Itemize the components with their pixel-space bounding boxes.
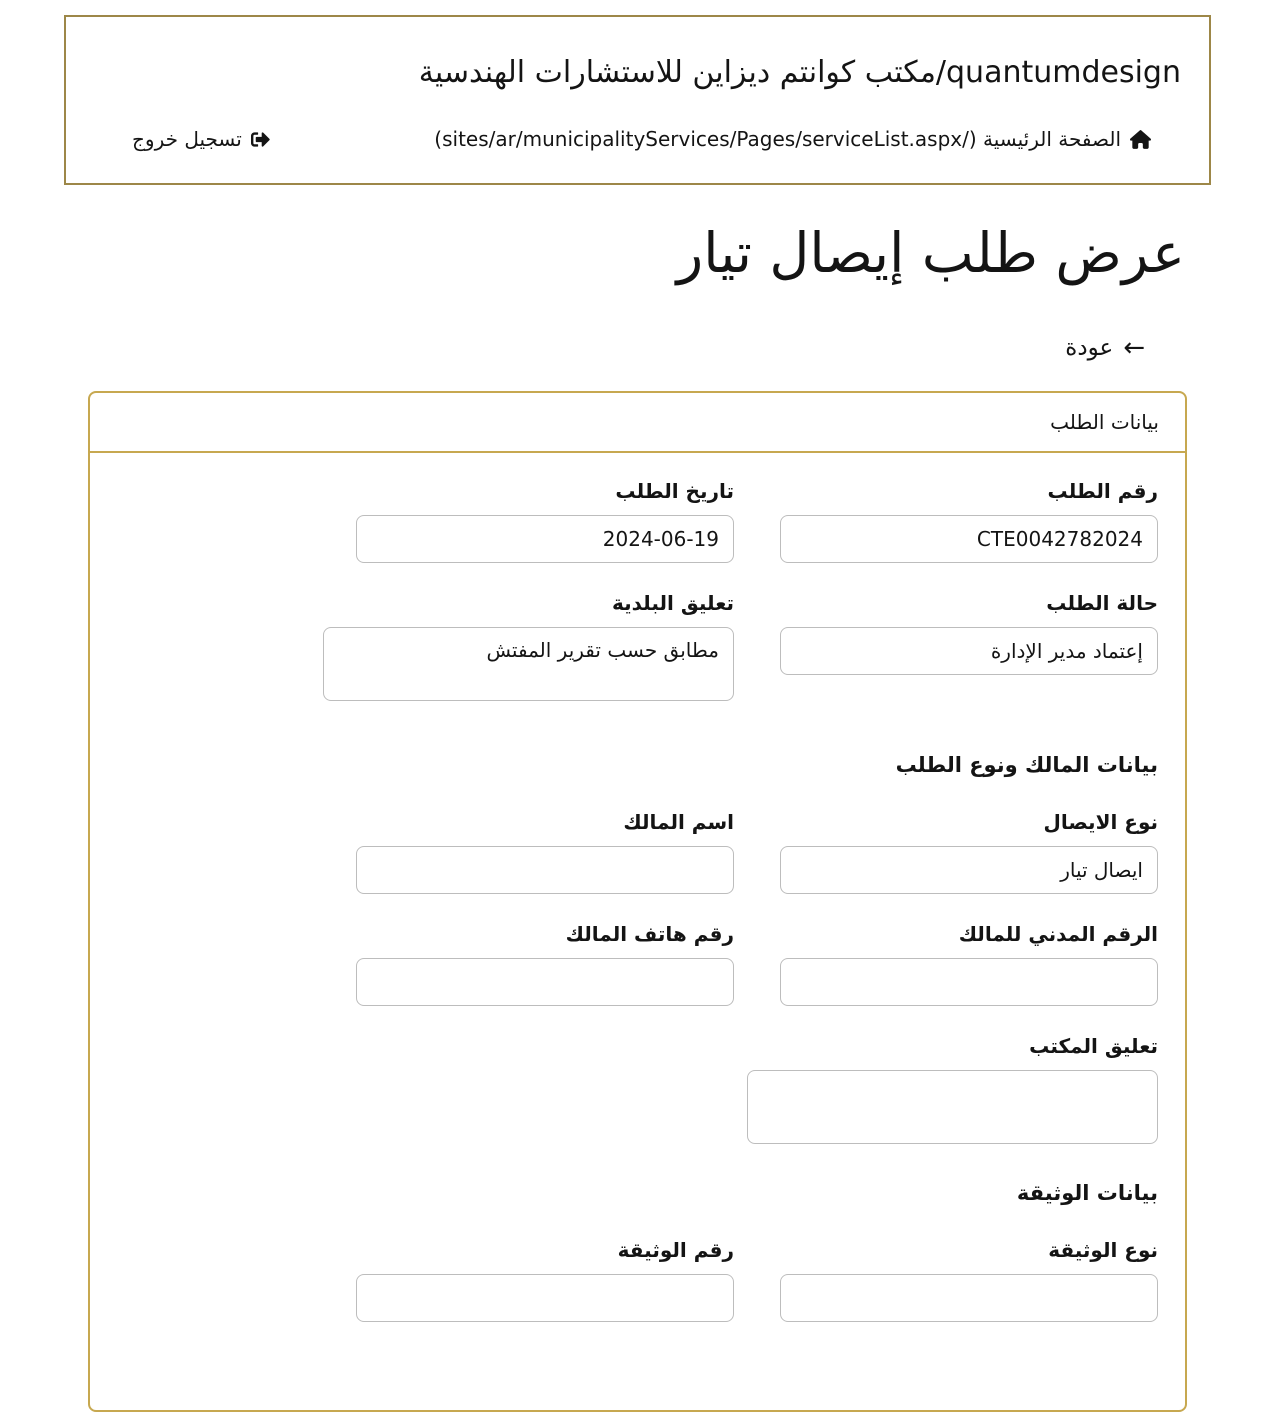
office-comment-textarea[interactable]: [747, 1070, 1158, 1144]
owner-name-field: [356, 810, 734, 894]
request-date-label: تاريخ الطلب: [615, 479, 734, 503]
back-arrow-icon: ←: [1123, 333, 1145, 363]
page-title: عرض طلب إيصال تيار: [676, 221, 1185, 285]
request-number-field: [780, 479, 1158, 563]
receipt-type-field: [780, 810, 1158, 894]
top-nav: [94, 125, 1181, 153]
back-link-label: عودة: [1065, 335, 1114, 361]
request-number-input[interactable]: [780, 515, 1158, 563]
form-row: [117, 1238, 1158, 1322]
request-number-label: رقم الطلب: [1047, 479, 1158, 503]
municipality-comment-label: تعليق البلدية: [611, 591, 734, 615]
document-type-label: نوع الوثيقة: [1048, 1238, 1158, 1262]
site-title: quantumdesign/مكتب كوانتم ديزاين للاستشارات الهندسية: [418, 55, 1181, 90]
owner-name-label: اسم المالك: [623, 810, 734, 834]
form-row: [117, 1034, 1158, 1144]
panel-header: بيانات الطلب: [90, 393, 1185, 453]
back-link[interactable]: [1065, 334, 1145, 362]
home-link-label: الصفحة الرئيسية (/sites/ar/municipalityServices/Pages/serviceList.aspx): [434, 127, 1121, 151]
home-icon: [1130, 129, 1151, 150]
document-number-field: [356, 1238, 734, 1322]
form-row: [117, 591, 1158, 701]
panel-body: [90, 453, 1185, 1410]
owner-phone-field: [356, 922, 734, 1006]
document-section-title: بيانات الوثيقة: [1016, 1181, 1158, 1205]
owner-civil-id-input[interactable]: [780, 958, 1158, 1006]
form-row: [117, 922, 1158, 1006]
owner-name-input[interactable]: [356, 846, 734, 894]
logout-link[interactable]: [132, 125, 270, 153]
logout-label: تسجيل خروج: [132, 127, 242, 151]
receipt-type-input[interactable]: [780, 846, 1158, 894]
document-number-label: رقم الوثيقة: [617, 1238, 734, 1262]
back-row: [0, 334, 1145, 362]
form-row: [117, 810, 1158, 894]
municipality-comment-field: [356, 591, 734, 701]
owner-phone-input[interactable]: [356, 958, 734, 1006]
request-date-input[interactable]: [356, 515, 734, 563]
sign-out-icon: [251, 130, 270, 149]
office-comment-field: [780, 1034, 1158, 1144]
office-comment-label: تعليق المكتب: [1029, 1034, 1158, 1058]
request-status-field: [780, 591, 1158, 675]
owner-civil-id-field: [780, 922, 1158, 1006]
site-header: [64, 15, 1211, 185]
request-status-label: حالة الطلب: [1046, 591, 1158, 615]
request-date-field: [356, 479, 734, 563]
owner-section-title: بيانات المالك ونوع الطلب: [895, 753, 1158, 777]
document-type-field: [780, 1238, 1158, 1322]
home-link[interactable]: [434, 125, 1151, 153]
owner-civil-id-label: الرقم المدني للمالك: [958, 922, 1158, 946]
request-data-panel: [88, 391, 1187, 1412]
document-number-input[interactable]: [356, 1274, 734, 1322]
municipality-comment-textarea[interactable]: [323, 627, 734, 701]
form-row: [117, 479, 1158, 563]
owner-phone-label: رقم هاتف المالك: [565, 922, 734, 946]
request-status-input[interactable]: [780, 627, 1158, 675]
document-type-input[interactable]: [780, 1274, 1158, 1322]
receipt-type-label: نوع الايصال: [1043, 810, 1158, 834]
